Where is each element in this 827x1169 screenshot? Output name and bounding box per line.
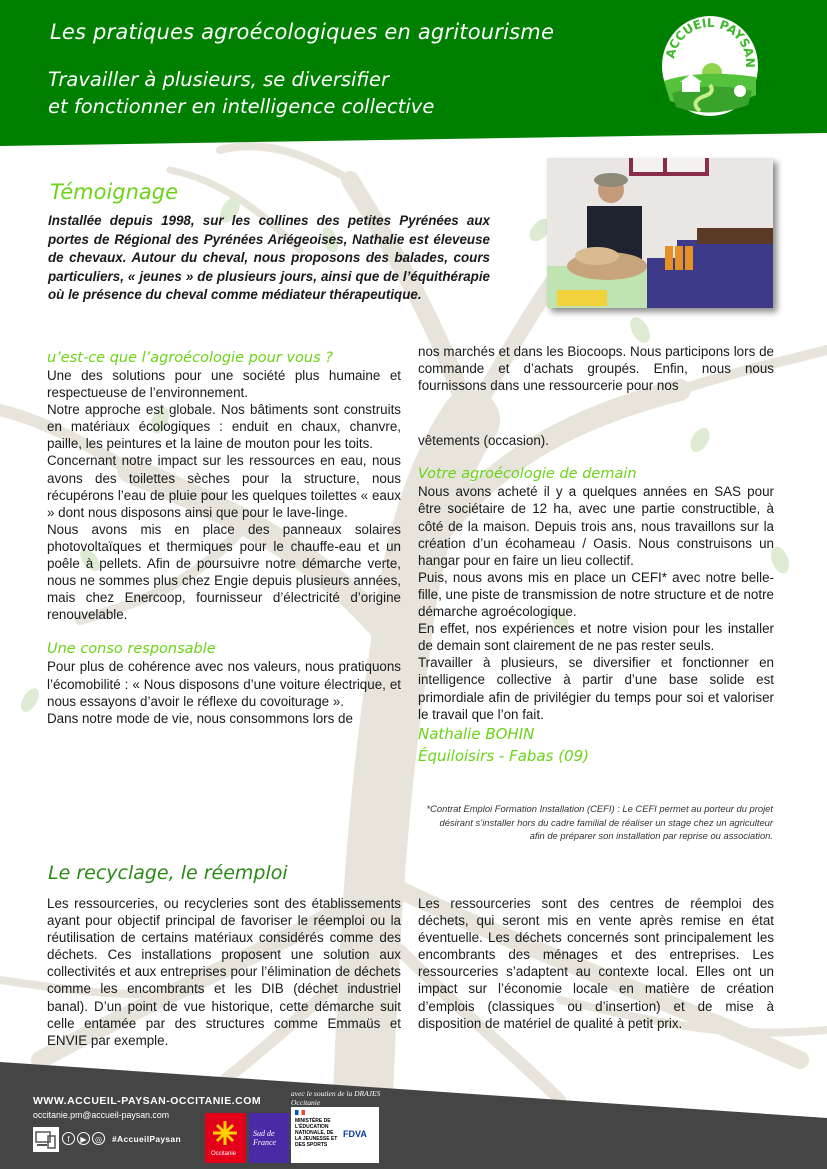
devices-icon <box>33 1127 59 1152</box>
page-title <box>48 66 434 120</box>
accueil-paysan-logo <box>660 15 760 117</box>
signature-place: Équiloisirs - Fabas (09) <box>418 746 590 765</box>
website-link[interactable]: WWW.ACCUEIL-PAYSAN-OCCITANIE.COM <box>33 1095 262 1107</box>
recyclage-left-text: Les ressourceries, ou recycleries sont des établissements ayant pour objectif principal de favoriser le réemploi ou la réutilisation de certains matériaux considérés comme des déchets. Ces installations proposent une solution aux collectivités et aux entreprises pour l’élimination de déchets comme les encombrants et les DIB (déchet industriel banal). D’un point de vue historique, cette démarche suit celle entamée par des structures comme Emmaüs et ENVIE par exemple. <box>47 896 401 1048</box>
paragraph: Travailler à plusieurs, se diversifier et fonctionner en intelligence collective à partir d’une base solide est primordiale afin de privilégier du temps pour soi et valoriser le travail que l’on fait. <box>418 655 774 722</box>
cefi-footnote: *Contrat Emploi Formation Installation (CEFI) : Le CEFI permet au porteur du projet désirant s’installer hors du cadre familial de réaliser un stage chez un agriculteur afin de préparer son installation par reprise ou association. <box>426 803 773 841</box>
paragraph: Notre approche est globale. Nos bâtiments sont construits en matériaux écologiques : enduit en chaux, chanvre, paille, les peintures et la laine de mouton pour les toits. <box>47 402 401 452</box>
instagram-icon[interactable]: ◎ <box>92 1132 105 1145</box>
paragraph: Une des solutions pour une société plus humaine et respectueuse de l’environnement. <box>47 368 401 401</box>
page-title-line-2: et fonctionner en intelligence collective <box>48 95 435 118</box>
support-line-2: Occitanie <box>291 1098 321 1107</box>
facebook-icon[interactable]: f <box>62 1132 75 1145</box>
demain-heading: Votre agroécologie de demain <box>418 466 637 483</box>
paragraph: Puis, nous avons mis en place un CEFI* avec notre belle-fille, une piste de transmission de notre structure et de notre démarche agroécologique. <box>418 569 774 620</box>
series-title: Les pratiques agroécologiques en agritourisme <box>50 20 555 44</box>
paragraph-continued: nos marchés et dans les Biocoops. Nous participons lors de commande et d’achats groupés. Enfin, nous nous fournissons dans une ressourcerie pour nos <box>418 344 774 394</box>
right-column <box>418 343 774 767</box>
occitanie-label: Occitanie <box>211 1151 237 1157</box>
sud-de-france-label: Sud de France <box>253 1129 277 1147</box>
paragraph: En effet, nos expériences et notre vision pour les installer de demain sont clairement de ne pas rester seuls. <box>418 621 774 654</box>
paragraph: Pour plus de cohérence avec nos valeurs, nous pratiquons l’écomobilité : « Nous disposons d’une voiture électrique, et nous essayons d’avoir le réflexe du covoiturage ». <box>47 659 401 709</box>
agroecologie-heading: u’est-ce que l’agroécologie pour vous ? <box>47 350 333 366</box>
recyclage-right-text: Les ressourceries sont des centres de réemploi des déchets, qui seront mis en vente après remise en état éventuelle. Les déchets concernés sont principalement les encombrants des ménages et des entreprises. Les ressourceries s’adaptent au contexte local. Elles ont un impact sur l’économie locale en matière de création d’emplois (classiques ou d’insertion) et de mise à disposition de matériel de qualité à petit prix. <box>418 896 774 1031</box>
support-line-1: avec le soutien de la DRAJES <box>291 1089 381 1098</box>
email-link[interactable]: occitanie.pm@accueil-paysan.com <box>33 1110 170 1120</box>
fdva-label: FDVA <box>343 1129 367 1139</box>
youtube-icon[interactable]: ▶ <box>77 1132 90 1145</box>
left-column <box>47 349 401 727</box>
temoignage-intro: Installée depuis 1998, sur les collines des petites Pyrénées aux portes de Régional des Pyrénées Ariégeoises, Nathalie est éleveuse de chevaux. Autour du cheval, nous proposons des balades, cours particuliers, « jeunes » de plusieurs jours, ainsi que de l’équithérapie où le présence du cheval comme médiateur thérapeutique. <box>48 213 490 302</box>
recyclage-heading: Le recyclage, le réemploi <box>48 862 288 884</box>
paragraph: Concernant notre impact sur les ressources en eau, nous avons des toilettes sèches pour la structure, nous récupérons l’eau de pluie pour les quelques toilettes « eaux » dont nous disposons ainsi que pour le lave-linge. <box>47 453 401 520</box>
sud-de-france-logo <box>249 1113 289 1163</box>
paragraph-continued-end: vêtements (occasion). <box>418 433 549 449</box>
paragraph: Dans notre mode de vie, nous consommons lors de <box>47 710 353 726</box>
hashtag: #AccueilPaysan <box>112 1134 181 1144</box>
temoignage-heading: Témoignage <box>50 180 179 204</box>
paragraph: Nous avons mis en place des panneaux solaires photovoltaïques et thermiques pour le chauffe-eau et un poêle à pellets. Afin de poursuivre notre démarche verte, nous ne sommes plus chez Engie depuis plusieurs années, mais chez Enercoop, fournisseur d’électricité d’origine renouvelable. <box>47 521 401 623</box>
page-title-line-1: Travailler à plusieurs, se diversifier <box>48 68 390 91</box>
ministere-label: MINISTÈRE DE L’ÉDUCATION NATIONALE, DE LA JEUNESSE ET DES SPORTS <box>295 1118 338 1148</box>
occitanie-logo <box>205 1113 246 1163</box>
paragraph: Nous avons acheté il y a quelques années en SAS pour être sociétaire de 12 ha, avec une partie constructible, à côté de la maison. Depuis trois ans, nous travaillons sur la création d’un écohameau / Oasis. Nous construisons un hangar pour en faire un lieu collectif. <box>418 484 774 568</box>
support-note <box>291 1089 380 1107</box>
conso-heading: Une conso responsable <box>47 641 216 658</box>
ministere-logo <box>291 1107 379 1163</box>
market-stall-photo <box>547 158 773 308</box>
cow-icon <box>734 85 746 97</box>
logo-text: ACCUEIL PAYSAN <box>663 15 758 68</box>
house-icon <box>682 81 700 92</box>
signature-name: Nathalie BOHIN <box>418 724 535 743</box>
